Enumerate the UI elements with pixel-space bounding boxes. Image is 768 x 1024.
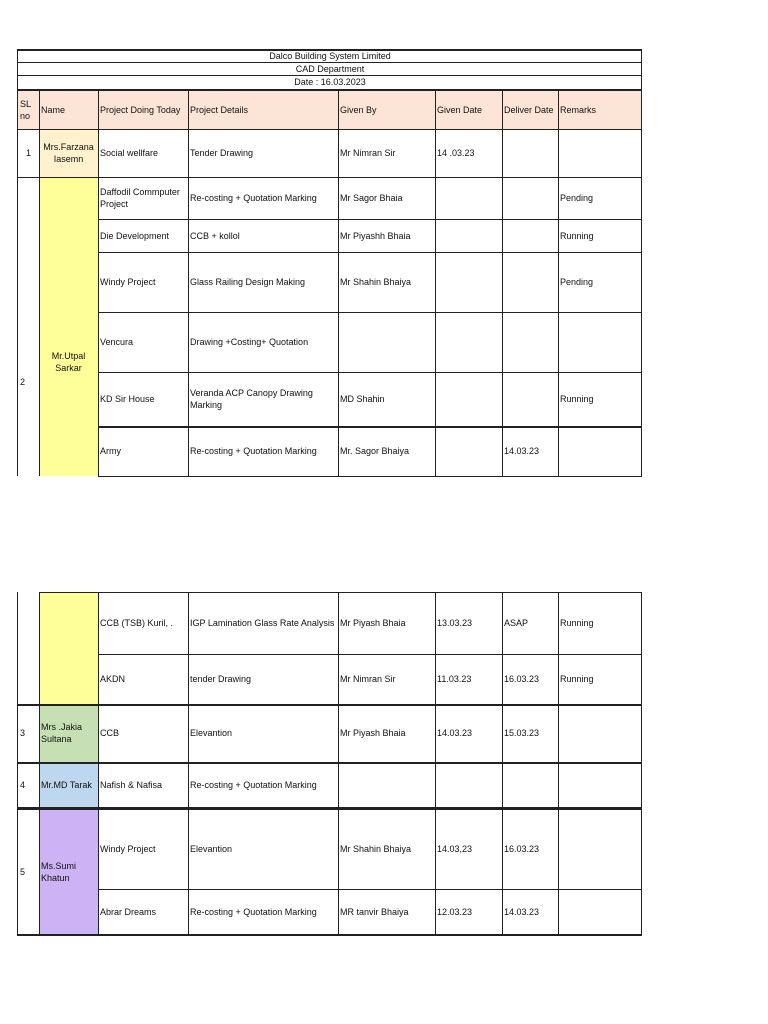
- grid-h-line: [17, 704, 642, 706]
- cell-given-date: [435, 312, 502, 372]
- grid-h-line: [17, 177, 642, 178]
- cell-remarks: Running: [560, 394, 594, 404]
- cell-given-by: Mr Piyash Bhaia: [340, 618, 406, 628]
- cell-given-date: [435, 219, 502, 252]
- cell-given-date: [435, 252, 502, 312]
- grid-h-line: [98, 219, 642, 220]
- grid-v-line: [17, 592, 18, 936]
- cell-given-by: Mr Nimran Sir: [340, 148, 396, 158]
- grid-h-line: [98, 252, 642, 253]
- name-cell: Mrs .Jakia Sultana: [41, 722, 83, 744]
- cell-remarks: Running: [560, 230, 594, 241]
- grid-v-line: [17, 49, 18, 90]
- col-name: Name: [41, 104, 66, 115]
- cell-given-by: Mr Nimran Sir: [340, 674, 396, 684]
- col-given-by: Given By: [340, 104, 377, 115]
- grid-v-line: [558, 90, 559, 476]
- cell-details: Glass Railing Design Making: [190, 277, 306, 287]
- cell-details: Re-costing + Quotation Marking: [190, 907, 317, 917]
- col-project-details: Project Details: [190, 104, 249, 115]
- col-deliver-date: Deliver Date: [504, 104, 554, 115]
- grid-v-line: [39, 90, 40, 476]
- cell-remarks: [558, 762, 642, 808]
- sl-no-cell: 4: [20, 780, 26, 790]
- cell-details: Re-costing + Quotation Marking: [190, 446, 317, 456]
- name-cell: Mr.Utpal Sarkar: [51, 351, 86, 373]
- grid-h-line: [17, 807, 642, 810]
- cell-project: Die Development: [100, 230, 170, 241]
- cell-given-date: 14.03,23: [437, 843, 473, 854]
- grid-v-line: [188, 592, 189, 936]
- cell-given-by: Mr Shahin Bhaiya: [340, 277, 412, 287]
- cell-given-by: Mr Sagor Bhaia: [340, 193, 403, 203]
- cell-project: Abrar Dreams: [100, 907, 157, 917]
- grid-v-line: [435, 90, 436, 476]
- cell-project: Windy Project: [100, 277, 156, 287]
- cell-given-date: [435, 426, 502, 476]
- grid-v-line: [641, 90, 642, 476]
- grid-h-line: [98, 426, 642, 428]
- grid-v-line: [435, 592, 436, 936]
- grid-v-line: [558, 592, 559, 936]
- cell-given-date: 12.03.23: [437, 907, 473, 917]
- cell-remarks: [558, 889, 642, 935]
- grid-h-line: [98, 654, 642, 655]
- grid-h-line: [17, 49, 642, 51]
- grid-h-line: [98, 372, 642, 373]
- cell-given-date: [435, 762, 502, 808]
- cell-project: KD Sir House: [100, 394, 155, 404]
- cell-deliver-date: [502, 252, 558, 312]
- cell-given-date: [435, 177, 502, 219]
- cell-project: AKDN: [100, 674, 126, 684]
- cell-details: Drawing +Costing+ Quotation: [190, 337, 309, 347]
- cell-project: CCB: [100, 728, 120, 738]
- name-cell: Mrs.Farzana Iasemn: [43, 142, 94, 164]
- cell-remarks: [558, 808, 642, 889]
- col-sl-no: SL no: [20, 98, 31, 121]
- cell-remarks: Pending: [560, 193, 594, 203]
- grid-v-line: [502, 592, 503, 936]
- cell-given-date: 11.03.23: [437, 674, 472, 684]
- cell-given-by: [338, 762, 435, 808]
- cell-project: Nafish & Nafisa: [100, 780, 163, 790]
- cell-details: Tender Drawing: [190, 148, 254, 158]
- cell-given-by: Mr Shahin Bhaiya: [340, 843, 412, 854]
- cell-details: IGP Lamination Glass Rate Analysis: [190, 618, 335, 628]
- col-remarks: Remarks: [560, 104, 597, 115]
- department-title: CAD Department: [295, 64, 365, 74]
- cell-remarks: [558, 312, 642, 372]
- cell-given-date: 14.03.23: [437, 728, 473, 738]
- sl-no-cell: 5: [20, 866, 26, 877]
- cell-deliver-date: [502, 219, 558, 252]
- cell-project: Daffodil Commputer Project: [100, 187, 180, 209]
- grid-v-line: [98, 90, 99, 476]
- cell-remarks: Running: [560, 674, 594, 684]
- cell-given-date: 14 .03.23: [437, 148, 475, 158]
- report-date: Date : 16.03.2023: [294, 77, 366, 87]
- cell-given-by: MR tanvir Bhaiya: [340, 907, 409, 917]
- cell-details: tender Drawing: [190, 674, 252, 684]
- cell-deliver-date: [502, 762, 558, 808]
- grid-h-line: [17, 75, 642, 76]
- company-title: Dalco Building System Limited: [269, 51, 391, 61]
- cell-remarks: [558, 426, 642, 476]
- col-given-date: Given Date: [437, 104, 483, 115]
- sl-no-cell: 3: [20, 728, 26, 738]
- cell-project: CCB (TSB) Kuril, .: [100, 618, 174, 628]
- grid-h-line: [98, 476, 642, 477]
- cell-deliver-date: 16.03.23: [504, 843, 540, 854]
- cell-given-date: 13.03.23: [437, 618, 473, 628]
- grid-v-line: [17, 90, 18, 476]
- grid-h-line: [17, 762, 642, 764]
- cell-project: Vencura: [100, 337, 134, 347]
- cell-project: Windy Project: [100, 843, 156, 854]
- grid-h-line: [17, 89, 642, 91]
- cell-details: Elevantion: [190, 728, 233, 738]
- grid-h-line: [39, 592, 642, 593]
- cell-deliver-date: 14.03.23: [504, 907, 540, 917]
- cell-details: CCB + kollol: [190, 230, 240, 241]
- grid-h-line: [17, 129, 642, 130]
- sl-no-cell: 2: [20, 377, 26, 387]
- cell-deliver-date: [502, 372, 558, 426]
- cell-deliver-date: ASAP: [504, 618, 529, 628]
- cell-given-by: Mr. Sagor Bhaiya: [340, 446, 410, 456]
- sl-no-cell: 1: [25, 148, 31, 158]
- cell-given-by: Mr Piyashh Bhaia: [340, 230, 411, 241]
- cell-project: Army: [100, 446, 121, 456]
- grid-v-line: [188, 90, 189, 476]
- grid-v-line: [338, 592, 339, 936]
- cell-deliver-date: 16.03.23: [504, 674, 540, 684]
- grid-v-line: [338, 90, 339, 476]
- grid-h-line: [17, 934, 642, 936]
- grid-v-line: [641, 592, 642, 936]
- grid-v-line: [98, 592, 99, 936]
- cell-remarks: [558, 129, 642, 177]
- cell-given-by: Mr Piyash Bhaia: [340, 728, 406, 738]
- utpal-fill-2: [39, 592, 98, 704]
- name-cell: Mr.MD Tarak: [41, 780, 92, 790]
- grid-v-line: [502, 90, 503, 476]
- grid-v-line: [641, 49, 642, 90]
- cell-deliver-date: [502, 129, 558, 177]
- cell-details: Re-costing + Quotation Marking: [190, 780, 317, 790]
- cell-deliver-date: 14.03.23: [504, 446, 540, 456]
- cell-details: Re-costing + Quotation Marking: [190, 193, 317, 203]
- cell-deliver-date: [502, 312, 558, 372]
- cell-remarks: Pending: [560, 277, 594, 287]
- cell-given-date: [435, 372, 502, 426]
- cell-project: Social wellfare: [100, 148, 159, 158]
- cell-given-by: [338, 312, 435, 372]
- name-cell: Ms.Sumi Khatun: [41, 860, 77, 883]
- cell-deliver-date: [502, 177, 558, 219]
- col-project-today: Project Doing Today: [100, 104, 181, 115]
- cell-remarks: Running: [560, 618, 594, 628]
- grid-h-line: [17, 62, 642, 63]
- grid-h-line: [98, 889, 642, 890]
- cell-given-by: MD Shahin: [340, 394, 385, 404]
- cell-details: Veranda ACP Canopy Drawing Marking: [190, 388, 313, 410]
- cell-remarks: [558, 704, 642, 762]
- grid-v-line: [39, 592, 40, 936]
- grid-h-line: [98, 312, 642, 313]
- cell-details: Elevantion: [190, 843, 233, 854]
- cell-deliver-date: 15.03.23: [504, 728, 540, 738]
